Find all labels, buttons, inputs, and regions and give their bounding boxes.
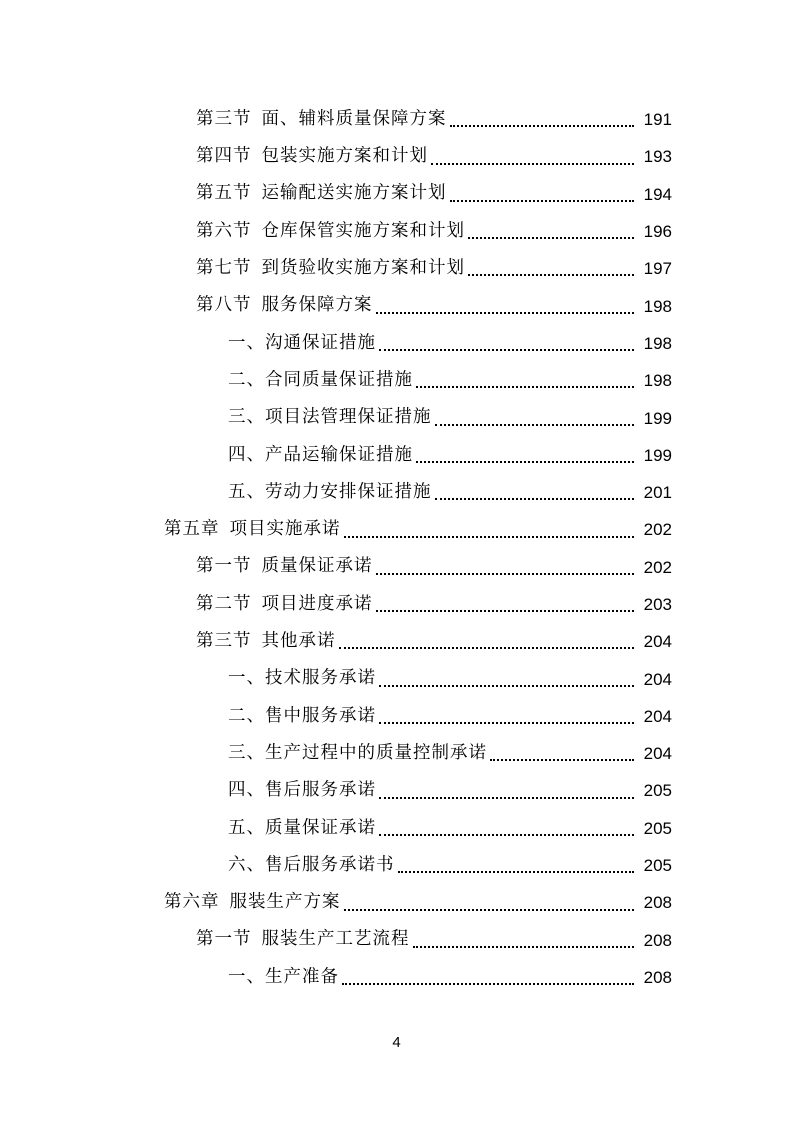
toc-entry[interactable] bbox=[0, 959, 793, 996]
page-number: 4 bbox=[392, 1034, 401, 1051]
dot-leader bbox=[431, 162, 634, 165]
dot-leader bbox=[490, 758, 634, 761]
toc-entry-title bbox=[196, 633, 336, 651]
toc-entry-heading: 生产过程中的质量控制承诺 bbox=[265, 742, 487, 763]
toc-entry-heading: 产品运输保证措施 bbox=[265, 444, 413, 465]
toc-entry-page: 201 bbox=[643, 483, 672, 503]
toc-entry[interactable] bbox=[0, 549, 793, 586]
toc-entry-title bbox=[228, 444, 413, 465]
toc-entry-page: 208 bbox=[643, 893, 672, 913]
toc-entry-heading: 合同质量保证措施 bbox=[265, 369, 413, 390]
toc-entry-title bbox=[196, 593, 373, 614]
toc-entry-page: 204 bbox=[643, 706, 672, 726]
toc-entry[interactable] bbox=[0, 511, 793, 548]
toc-entry-title bbox=[228, 409, 432, 427]
toc-entry-title bbox=[228, 782, 376, 800]
toc-entry-page: 205 bbox=[643, 856, 672, 876]
toc-entry-page: 199 bbox=[643, 408, 672, 428]
dot-leader bbox=[413, 945, 635, 948]
toc-entry-label: 第一节 bbox=[196, 929, 252, 950]
toc-entry-heading: 质量保证承诺 bbox=[261, 556, 373, 577]
toc-entry-heading: 服装生产工艺流程 bbox=[261, 929, 410, 950]
toc-entry-title bbox=[228, 966, 339, 987]
toc-entry[interactable] bbox=[0, 213, 793, 250]
toc-entry-page: 199 bbox=[643, 445, 672, 465]
toc-entry[interactable] bbox=[0, 474, 793, 511]
toc-entry-heading: 包装实施方案和计划 bbox=[261, 146, 428, 167]
toc-entry-page: 208 bbox=[643, 967, 672, 987]
dot-leader bbox=[379, 833, 634, 836]
toc-entry-label: 第七节 bbox=[196, 258, 252, 279]
toc-entry-label: 第二节 bbox=[196, 593, 252, 614]
toc-entry-heading: 生产准备 bbox=[265, 966, 339, 987]
toc-entry-label: 三、 bbox=[228, 742, 265, 763]
dot-leader bbox=[468, 273, 634, 276]
toc-entry-label: 六、 bbox=[228, 854, 265, 875]
toc-entry-page: 198 bbox=[643, 333, 672, 353]
toc-entry-label: 第四节 bbox=[196, 146, 252, 167]
toc-entry-page: 204 bbox=[643, 669, 672, 689]
dot-leader bbox=[344, 908, 635, 911]
toc-entry-heading: 项目进度承诺 bbox=[261, 593, 373, 614]
dot-leader bbox=[379, 684, 634, 687]
toc-entry[interactable] bbox=[0, 922, 793, 959]
toc-entry[interactable] bbox=[0, 884, 793, 921]
toc-entry-title bbox=[196, 148, 428, 166]
toc-entry-page: 202 bbox=[643, 557, 672, 577]
toc-entry-label: 二、 bbox=[228, 705, 265, 726]
toc-entry-page: 208 bbox=[643, 930, 672, 950]
toc-entry-title bbox=[196, 260, 465, 278]
dot-leader bbox=[398, 870, 635, 873]
table-of-contents bbox=[0, 101, 793, 996]
dot-leader bbox=[376, 572, 635, 575]
toc-entry-label: 二、 bbox=[228, 369, 265, 390]
toc-entry[interactable] bbox=[0, 735, 793, 772]
toc-entry-heading: 沟通保证措施 bbox=[265, 332, 376, 353]
toc-entry-page: 196 bbox=[643, 222, 672, 242]
toc-entry[interactable] bbox=[0, 810, 793, 847]
toc-entry-title bbox=[228, 369, 413, 390]
toc-entry-label: 第三节 bbox=[196, 108, 252, 129]
toc-entry-title bbox=[228, 817, 376, 838]
toc-entry-title bbox=[196, 185, 447, 203]
toc-entry[interactable] bbox=[0, 138, 793, 175]
toc-entry-page: 194 bbox=[643, 184, 672, 204]
toc-entry-page: 193 bbox=[643, 147, 672, 167]
toc-entry-page: 203 bbox=[643, 595, 672, 614]
toc-entry[interactable] bbox=[0, 847, 793, 884]
dot-leader bbox=[379, 796, 634, 799]
toc-entry-heading: 到货验收实施方案和计划 bbox=[261, 258, 465, 279]
toc-entry-heading: 劳动力安排保证措施 bbox=[265, 481, 432, 502]
toc-entry-heading: 售后服务承诺 bbox=[265, 780, 376, 801]
toc-entry-title bbox=[164, 894, 341, 912]
toc-entry[interactable] bbox=[0, 287, 793, 324]
toc-entry[interactable] bbox=[0, 399, 793, 436]
toc-entry-heading: 其他承诺 bbox=[261, 631, 336, 652]
dot-leader bbox=[450, 124, 635, 127]
toc-entry-label: 第一节 bbox=[196, 556, 252, 577]
toc-entry-label: 五、 bbox=[228, 481, 265, 502]
toc-entry-page: 204 bbox=[643, 744, 672, 764]
toc-entry-label: 第三节 bbox=[196, 631, 252, 652]
toc-entry-heading: 售中服务承诺 bbox=[265, 705, 376, 726]
toc-entry-page: 198 bbox=[643, 371, 672, 391]
toc-entry[interactable] bbox=[0, 437, 793, 474]
toc-entry-title bbox=[196, 558, 373, 576]
toc-entry-heading: 项目实施承诺 bbox=[229, 519, 341, 540]
dot-leader bbox=[435, 423, 635, 426]
toc-entry-label: 五、 bbox=[228, 817, 265, 838]
toc-entry[interactable] bbox=[0, 698, 793, 735]
toc-entry-page: 202 bbox=[643, 520, 672, 540]
toc-entry[interactable] bbox=[0, 362, 793, 399]
dot-leader bbox=[435, 497, 635, 500]
dot-leader bbox=[339, 646, 635, 649]
toc-entry[interactable] bbox=[0, 176, 793, 213]
toc-entry-label: 四、 bbox=[228, 780, 265, 801]
toc-entry-heading: 面、辅料质量保障方案 bbox=[261, 108, 447, 129]
toc-entry[interactable] bbox=[0, 101, 793, 138]
toc-entry-title bbox=[228, 742, 487, 763]
toc-entry-page: 204 bbox=[643, 632, 672, 652]
toc-entry-title bbox=[228, 332, 376, 353]
dot-leader bbox=[342, 982, 634, 985]
toc-entry-label: 一、 bbox=[228, 966, 265, 987]
toc-entry[interactable] bbox=[0, 772, 793, 809]
toc-entry-page: 198 bbox=[643, 296, 672, 316]
toc-entry-page: 205 bbox=[643, 781, 672, 801]
toc-entry-title bbox=[228, 854, 395, 875]
toc-entry-title bbox=[164, 521, 341, 539]
toc-entry-page: 197 bbox=[643, 259, 672, 279]
toc-entry-page: 205 bbox=[643, 818, 672, 838]
toc-entry[interactable] bbox=[0, 325, 793, 362]
dot-leader bbox=[376, 609, 635, 612]
toc-entry-heading: 技术服务承诺 bbox=[265, 668, 376, 689]
toc-entry-label: 第八节 bbox=[196, 295, 252, 316]
toc-entry-heading: 项目法管理保证措施 bbox=[265, 407, 432, 428]
toc-entry-title bbox=[196, 931, 410, 949]
toc-entry-title bbox=[228, 670, 376, 688]
dot-leader bbox=[450, 199, 635, 202]
toc-entry-label: 一、 bbox=[228, 668, 265, 689]
dot-leader bbox=[416, 460, 634, 463]
dot-leader bbox=[379, 348, 634, 351]
toc-entry[interactable] bbox=[0, 660, 793, 697]
toc-entry[interactable] bbox=[0, 250, 793, 287]
toc-entry-title bbox=[196, 108, 447, 129]
dot-leader bbox=[379, 721, 634, 724]
toc-entry-label: 第五章 bbox=[164, 519, 220, 540]
toc-entry-label: 四、 bbox=[228, 444, 265, 465]
toc-entry-heading: 仓库保管实施方案和计划 bbox=[261, 220, 465, 241]
toc-entry-heading: 质量保证承诺 bbox=[265, 817, 376, 838]
dot-leader bbox=[376, 311, 635, 314]
toc-entry-heading: 运输配送实施方案计划 bbox=[261, 183, 447, 204]
toc-entry-title bbox=[228, 481, 432, 502]
toc-entry-page: 191 bbox=[643, 110, 672, 130]
toc-entry-heading: 服务保障方案 bbox=[261, 295, 373, 316]
toc-entry-title bbox=[228, 705, 376, 726]
dot-leader bbox=[416, 385, 634, 388]
toc-entry-label: 第六章 bbox=[164, 892, 220, 913]
toc-entry[interactable] bbox=[0, 586, 793, 623]
toc-entry[interactable] bbox=[0, 623, 793, 660]
dot-leader bbox=[344, 535, 635, 538]
toc-entry-title bbox=[196, 220, 465, 241]
toc-entry-label: 第六节 bbox=[196, 220, 252, 241]
dot-leader bbox=[468, 236, 634, 239]
toc-entry-label: 一、 bbox=[228, 332, 265, 353]
toc-entry-title bbox=[196, 297, 373, 315]
toc-entry-label: 第五节 bbox=[196, 183, 252, 204]
toc-entry-heading: 服装生产方案 bbox=[229, 892, 341, 913]
toc-entry-label: 三、 bbox=[228, 407, 265, 428]
toc-entry-heading: 售后服务承诺书 bbox=[265, 854, 395, 875]
